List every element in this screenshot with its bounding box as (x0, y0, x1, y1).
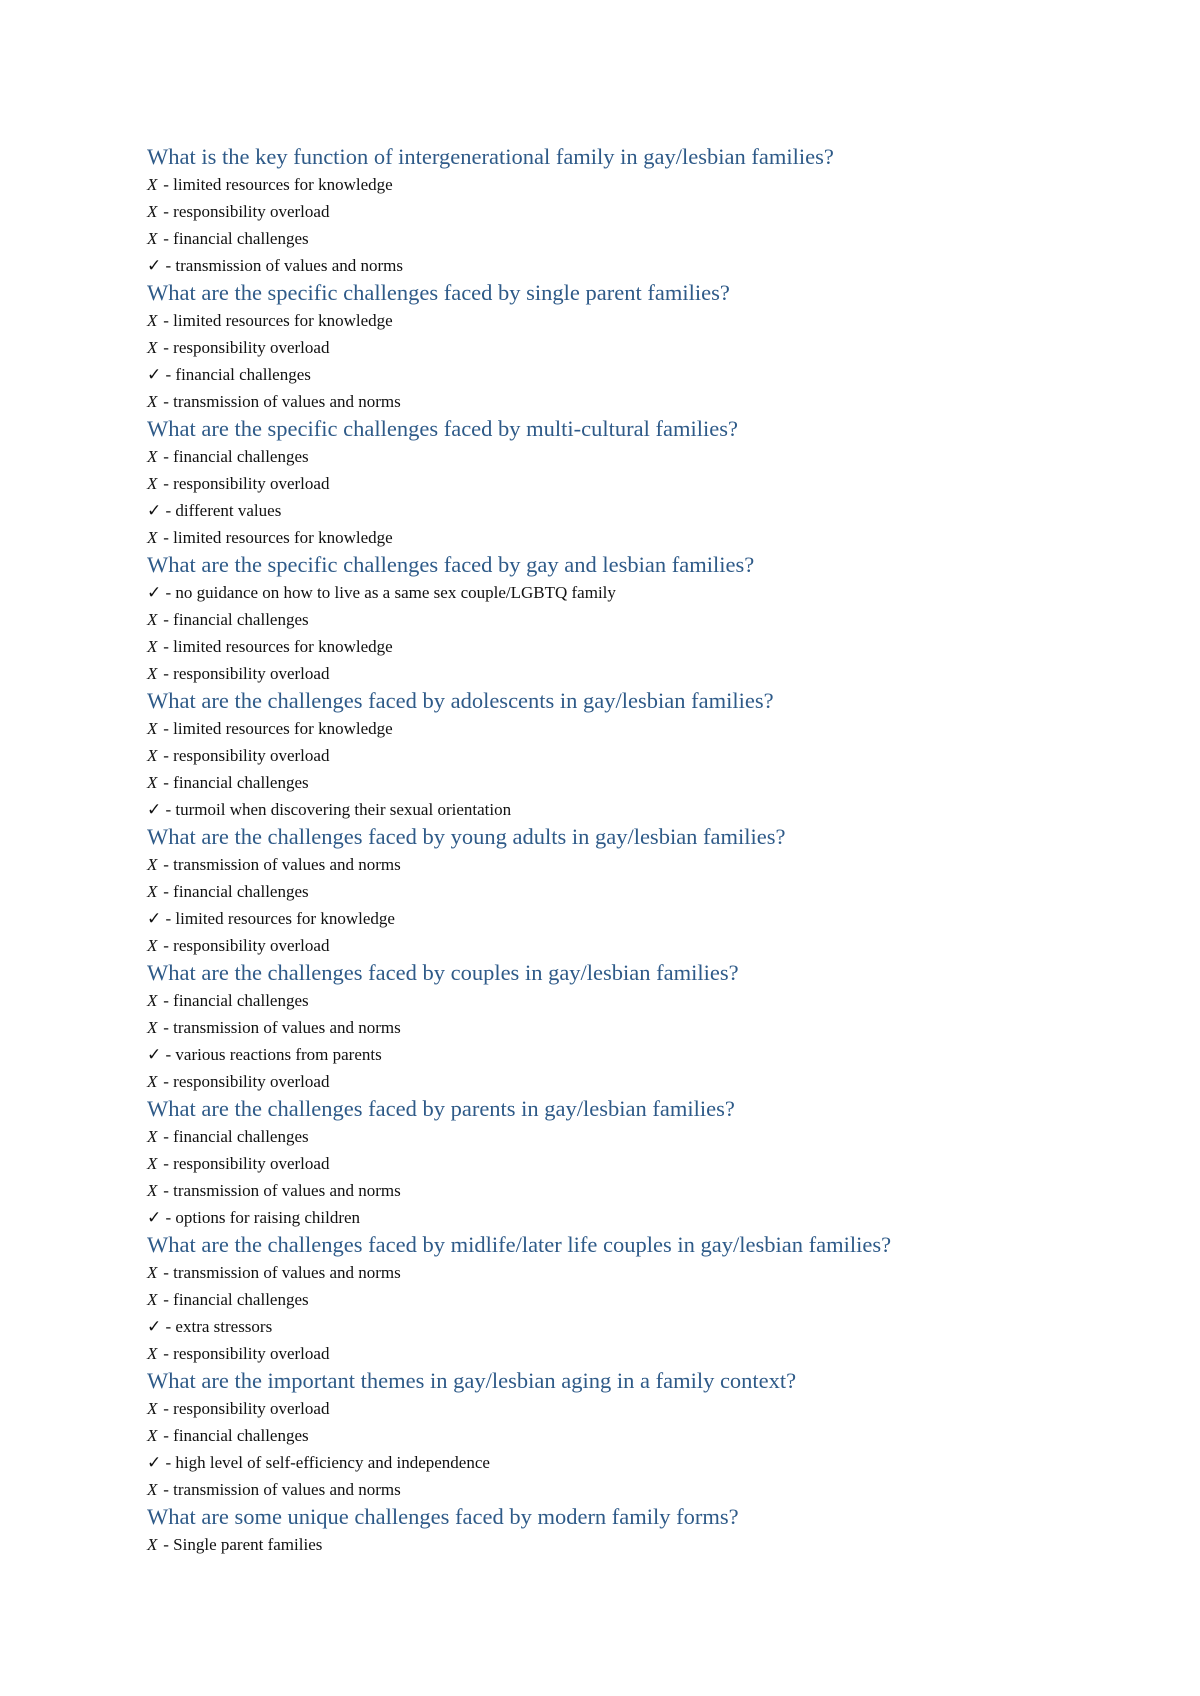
incorrect-mark-icon: X (147, 1290, 158, 1309)
separator: - (159, 664, 174, 683)
incorrect-mark-icon: X (147, 202, 158, 221)
answer-option (147, 796, 1147, 823)
answer-option (147, 171, 1147, 198)
separator: - (159, 719, 174, 738)
question-block (147, 1503, 1147, 1558)
incorrect-mark-icon: X (147, 311, 158, 330)
correct-check-icon: ✓ (147, 583, 162, 602)
answer-option (147, 1286, 1147, 1313)
separator: - (161, 365, 176, 384)
answer-option (147, 1259, 1147, 1286)
separator: - (159, 1127, 174, 1146)
answer-text: various reactions from parents (175, 1045, 382, 1064)
answer-option (147, 1340, 1147, 1367)
incorrect-mark-icon: X (147, 1535, 158, 1554)
answer-option (147, 524, 1147, 551)
incorrect-mark-icon: X (147, 1480, 158, 1499)
separator: - (159, 610, 174, 629)
question-text: What are the specific challenges faced by single parent families? (147, 280, 730, 305)
answer-text: no guidance on how to live as a same sex couple/LGBTQ family (175, 583, 616, 602)
separator: - (159, 991, 174, 1010)
answer-option (147, 769, 1147, 796)
incorrect-mark-icon: X (147, 175, 158, 194)
separator: - (159, 1154, 174, 1173)
answer-option (147, 443, 1147, 470)
question-block (147, 551, 1147, 687)
incorrect-mark-icon: X (147, 392, 158, 411)
incorrect-mark-icon: X (147, 528, 158, 547)
answer-text: financial challenges (173, 1127, 309, 1146)
answer-text: responsibility overload (173, 1154, 330, 1173)
answer-option (147, 252, 1147, 279)
answer-text: responsibility overload (173, 664, 330, 683)
answer-text: responsibility overload (173, 746, 330, 765)
question-text: What are some unique challenges faced by modern family forms? (147, 1504, 739, 1529)
answer-text: responsibility overload (173, 1344, 330, 1363)
answer-option (147, 1123, 1147, 1150)
answer-option (147, 742, 1147, 769)
answer-option (147, 388, 1147, 415)
answer-option (147, 987, 1147, 1014)
answer-text: transmission of values and norms (173, 855, 401, 874)
separator: - (159, 447, 174, 466)
answer-text: financial challenges (173, 229, 309, 248)
incorrect-mark-icon: X (147, 1154, 158, 1173)
answer-text: options for raising children (175, 1208, 361, 1227)
incorrect-mark-icon: X (147, 746, 158, 765)
answer-option (147, 878, 1147, 905)
answer-text: financial challenges (173, 882, 309, 901)
separator: - (159, 882, 174, 901)
separator: - (159, 773, 174, 792)
incorrect-mark-icon: X (147, 637, 158, 656)
answer-text: limited resources for knowledge (173, 719, 393, 738)
answer-text: responsibility overload (173, 202, 330, 221)
incorrect-mark-icon: X (147, 229, 158, 248)
separator: - (159, 1018, 174, 1037)
answer-option (147, 932, 1147, 959)
separator: - (159, 392, 174, 411)
separator: - (159, 637, 174, 656)
answer-text: financial challenges (175, 365, 311, 384)
separator: - (159, 1480, 174, 1499)
answer-text: high level of self-efficiency and independence (175, 1453, 490, 1472)
answer-text: financial challenges (173, 991, 309, 1010)
incorrect-mark-icon: X (147, 882, 158, 901)
answer-option (147, 1014, 1147, 1041)
question-block (147, 1095, 1147, 1231)
incorrect-mark-icon: X (147, 855, 158, 874)
incorrect-mark-icon: X (147, 773, 158, 792)
correct-check-icon: ✓ (147, 1045, 162, 1064)
answer-option (147, 198, 1147, 225)
separator: - (161, 1317, 176, 1336)
separator: - (159, 202, 174, 221)
question-text: What are the important themes in gay/lesbian aging in a family context? (147, 1368, 797, 1393)
answer-text: responsibility overload (173, 936, 330, 955)
answer-text: transmission of values and norms (173, 1480, 401, 1499)
separator: - (161, 1453, 176, 1472)
answer-option (147, 1449, 1147, 1476)
separator: - (161, 583, 176, 602)
incorrect-mark-icon: X (147, 936, 158, 955)
question-text: What are the challenges faced by midlife/later life couples in gay/lesbian families? (147, 1232, 892, 1257)
answer-text: financial challenges (173, 773, 309, 792)
separator: - (159, 311, 174, 330)
answer-option (147, 1068, 1147, 1095)
answer-text: different values (175, 501, 282, 520)
incorrect-mark-icon: X (147, 1181, 158, 1200)
question-text: What are the challenges faced by couples in gay/lesbian families? (147, 960, 739, 985)
question-block (147, 959, 1147, 1095)
separator: - (159, 855, 174, 874)
answer-option (147, 633, 1147, 660)
correct-check-icon: ✓ (147, 256, 162, 275)
separator: - (159, 175, 174, 194)
answer-option (147, 497, 1147, 524)
answer-option (147, 1177, 1147, 1204)
answer-option (147, 1041, 1147, 1068)
answer-option (147, 1150, 1147, 1177)
correct-check-icon: ✓ (147, 1317, 162, 1336)
separator: - (159, 1290, 174, 1309)
incorrect-mark-icon: X (147, 1072, 158, 1091)
separator: - (159, 1426, 174, 1445)
answer-text: transmission of values and norms (175, 256, 404, 275)
answer-option (147, 1422, 1147, 1449)
question-text: What are the specific challenges faced by multi-cultural families? (147, 416, 738, 441)
separator: - (161, 1208, 176, 1227)
separator: - (159, 1344, 174, 1363)
answer-text: transmission of values and norms (173, 1181, 401, 1200)
separator: - (159, 338, 174, 357)
incorrect-mark-icon: X (147, 1127, 158, 1146)
separator: - (159, 746, 174, 765)
correct-check-icon: ✓ (147, 800, 162, 819)
answer-option (147, 606, 1147, 633)
answer-option (147, 361, 1147, 388)
answer-text: financial challenges (173, 447, 309, 466)
question-block (147, 1231, 1147, 1367)
answer-option (147, 660, 1147, 687)
incorrect-mark-icon: X (147, 474, 158, 493)
answer-option (147, 1476, 1147, 1503)
separator: - (159, 474, 174, 493)
incorrect-mark-icon: X (147, 1263, 158, 1282)
correct-check-icon: ✓ (147, 1208, 162, 1227)
incorrect-mark-icon: X (147, 719, 158, 738)
answer-option (147, 851, 1147, 878)
question-block (147, 823, 1147, 959)
answer-text: responsibility overload (173, 474, 330, 493)
answer-text: limited resources for knowledge (175, 909, 395, 928)
answer-text: financial challenges (173, 610, 309, 629)
answer-option (147, 470, 1147, 497)
answer-option (147, 1313, 1147, 1340)
question-text: What are the challenges faced by parents in gay/lesbian families? (147, 1096, 735, 1121)
answer-text: turmoil when discovering their sexual orientation (175, 800, 512, 819)
answer-text: transmission of values and norms (173, 1263, 401, 1282)
answer-text: transmission of values and norms (173, 392, 401, 411)
separator: - (159, 229, 174, 248)
answer-option (147, 1395, 1147, 1422)
answer-option (147, 307, 1147, 334)
answer-option (147, 579, 1147, 606)
correct-check-icon: ✓ (147, 501, 162, 520)
separator: - (161, 256, 176, 275)
answer-option (147, 334, 1147, 361)
question-block (147, 279, 1147, 415)
incorrect-mark-icon: X (147, 338, 158, 357)
answer-text: limited resources for knowledge (173, 528, 393, 547)
separator: - (161, 800, 176, 819)
answer-text: responsibility overload (173, 338, 330, 357)
answer-option (147, 1204, 1147, 1231)
answer-text: limited resources for knowledge (173, 637, 393, 656)
answer-text: Single parent families (173, 1535, 323, 1554)
incorrect-mark-icon: X (147, 1344, 158, 1363)
incorrect-mark-icon: X (147, 1399, 158, 1418)
answer-text: responsibility overload (173, 1399, 330, 1418)
question-text: What are the challenges faced by young adults in gay/lesbian families? (147, 824, 786, 849)
separator: - (159, 1399, 174, 1418)
separator: - (161, 1045, 176, 1064)
separator: - (159, 1072, 174, 1091)
answer-text: transmission of values and norms (173, 1018, 401, 1037)
incorrect-mark-icon: X (147, 1018, 158, 1037)
answer-option (147, 225, 1147, 252)
correct-check-icon: ✓ (147, 909, 162, 928)
answer-text: extra stressors (175, 1317, 273, 1336)
separator: - (159, 528, 174, 547)
separator: - (159, 1263, 174, 1282)
incorrect-mark-icon: X (147, 1426, 158, 1445)
separator: - (159, 1181, 174, 1200)
answer-text: responsibility overload (173, 1072, 330, 1091)
answer-option (147, 715, 1147, 742)
separator: - (161, 501, 176, 520)
answer-text: limited resources for knowledge (173, 311, 393, 330)
separator: - (159, 1535, 174, 1554)
incorrect-mark-icon: X (147, 664, 158, 683)
question-text: What are the specific challenges faced by gay and lesbian families? (147, 552, 755, 577)
question-block (147, 687, 1147, 823)
answer-text: financial challenges (173, 1290, 309, 1309)
question-text: What is the key function of intergenerational family in gay/lesbian families? (147, 144, 834, 169)
question-text: What are the challenges faced by adolescents in gay/lesbian families? (147, 688, 774, 713)
question-block (147, 415, 1147, 551)
incorrect-mark-icon: X (147, 447, 158, 466)
incorrect-mark-icon: X (147, 610, 158, 629)
incorrect-mark-icon: X (147, 991, 158, 1010)
answer-option (147, 905, 1147, 932)
correct-check-icon: ✓ (147, 365, 162, 384)
answer-option (147, 1531, 1147, 1558)
correct-check-icon: ✓ (147, 1453, 162, 1472)
quiz-document (147, 143, 1147, 1558)
answer-text: financial challenges (173, 1426, 309, 1445)
separator: - (161, 909, 176, 928)
question-block (147, 1367, 1147, 1503)
question-block (147, 143, 1147, 279)
answer-text: limited resources for knowledge (173, 175, 393, 194)
separator: - (159, 936, 174, 955)
